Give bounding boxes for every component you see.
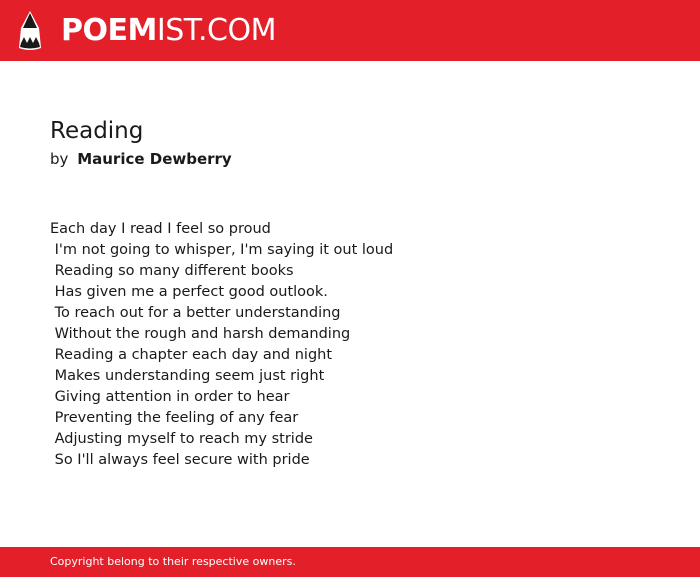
poem-line: I'm not going to whisper, I'm saying it out loud (50, 242, 394, 258)
poem-line: Preventing the feeling of any fear (50, 410, 299, 426)
author-name: Maurice Dewberry (77, 150, 232, 168)
poem-line: Giving attention in order to hear (50, 389, 290, 405)
poem-line: Each day I read I feel so proud (50, 221, 271, 237)
poem-line: So I'll always feel secure with pride (50, 452, 310, 468)
poem-line: Reading so many different books (50, 263, 294, 279)
logo-text-bold: POEM (61, 13, 157, 48)
poem-body (50, 219, 670, 471)
site-header (0, 0, 700, 61)
logo-text-light: IST.COM (156, 13, 276, 48)
poem-line: Has given me a perfect good outlook. (50, 284, 328, 300)
poem-line: To reach out for a better understanding (50, 305, 341, 321)
poem-line: Reading a chapter each day and night (50, 347, 333, 363)
site-footer (0, 547, 700, 577)
poem-line: Makes understanding seem just right (50, 368, 325, 384)
poem-line: Adjusting myself to reach my stride (50, 431, 313, 447)
poem-title: Reading (50, 118, 144, 144)
copyright-notice: Copyright belong to their respective owners. (50, 555, 296, 568)
pen-nib-icon[interactable] (17, 10, 43, 52)
site-logo[interactable] (61, 13, 276, 49)
by-label: by (50, 150, 69, 168)
poem-line: Without the rough and harsh demanding (50, 326, 351, 342)
byline (50, 149, 232, 169)
